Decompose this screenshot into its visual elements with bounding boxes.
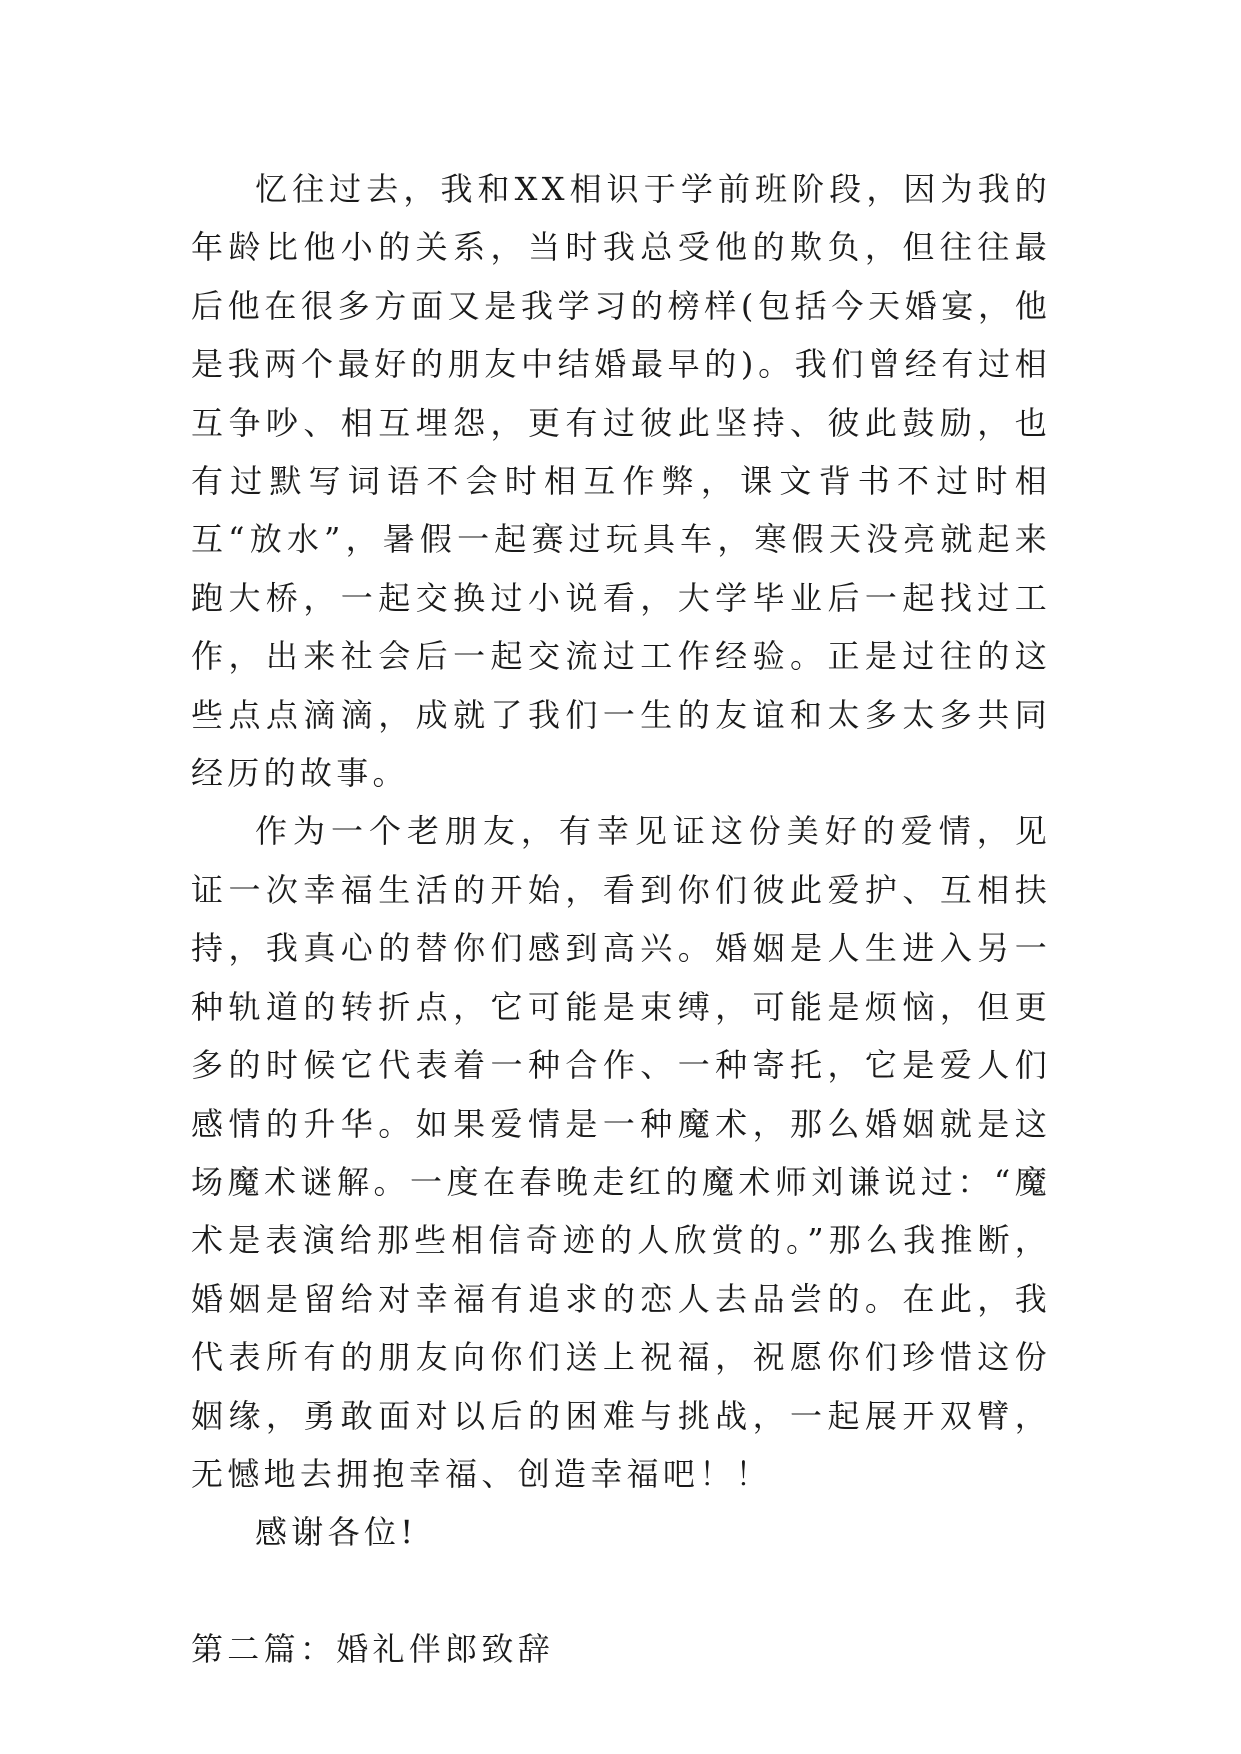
section-heading: 第二篇：婚礼伴郎致辞 (191, 1629, 555, 1668)
paragraph-thanks: 感谢各位! (255, 1513, 418, 1552)
section-spacer (191, 1562, 1051, 1620)
paragraph-memories: 忆往过去，我和XX相识于学前班阶段，因为我的年龄比他小的关系，当时我总受他的欺负，但往往最后他在很多方面又是我学习的榜样(包括今天婚宴，他是我两个最好的朋友中结婚最早的)。我们曾经有过相互争吵、相互埋怨，更有过彼此坚持、彼此鼓励，也有过默写词语不会时相互作弊，课文背书不过时相互“放水”，暑假一起赛过玩具车，寒假天没亮就起来跑大桥，一起交换过小说看，大学毕业后一起找过工作，出来社会后一起交流过工作经验。正是过往的这些点点滴滴，成就了我们一生的友谊和太多太多共同经历的故事。 (191, 170, 1051, 793)
document-body (191, 160, 1051, 1678)
paragraph-blessing: 作为一个老朋友，有幸见证这份美好的爱情，见证一次幸福生活的开始，看到你们彼此爱护、互相扶持，我真心的替你们感到高兴。婚姻是人生进入另一种轨道的转折点，它可能是束缚，可能是烦恼，但更多的时候它代表着一种合作、一种寄托，它是爱人们感情的升华。如果爱情是一种魔术，那么婚姻就是这场魔术谜解。一度在春晚走红的魔术师刘谦说过：“魔术是表演给那些相信奇迹的人欣赏的。”那么我推断，婚姻是留给对幸福有追求的恋人去品尝的。在此，我代表所有的朋友向你们送上祝福，祝愿你们珍惜这份姻缘，勇敢面对以后的困难与挑战，一起展开双臂，无憾地去拥抱幸福、创造幸福吧！！ (191, 812, 1051, 1493)
